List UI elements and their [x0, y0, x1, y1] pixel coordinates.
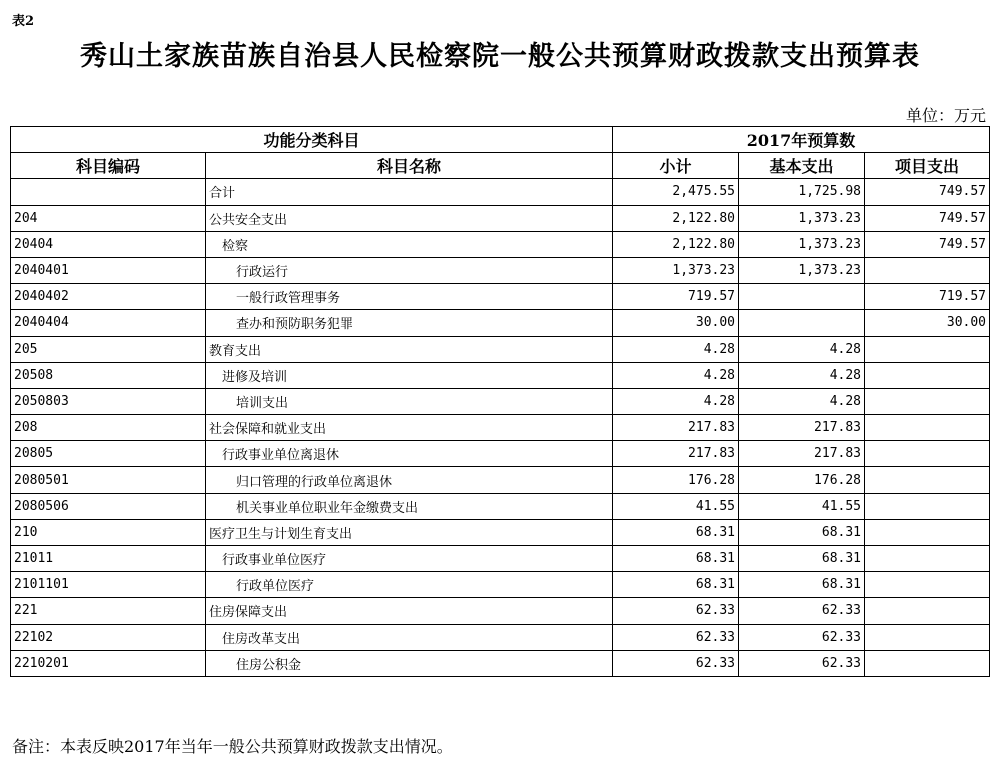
table-header	[11, 127, 990, 179]
subject-code-cell: 2040401	[11, 257, 206, 283]
subtotal-cell: 1,373.23	[613, 257, 739, 283]
table-row	[11, 493, 990, 519]
subtotal-cell: 217.83	[613, 415, 739, 441]
table-row	[11, 650, 990, 676]
subtotal-cell: 4.28	[613, 362, 739, 388]
table-row	[11, 572, 990, 598]
subtotal-cell: 68.31	[613, 546, 739, 572]
table-row	[11, 546, 990, 572]
subject-code-cell: 21011	[11, 546, 206, 572]
unit-label: 单位：万元	[905, 106, 986, 125]
basic-expenditure-cell: 62.33	[739, 624, 865, 650]
project-expenditure-cell	[865, 650, 990, 676]
basic-expenditure-cell	[739, 310, 865, 336]
basic-expenditure-cell: 68.31	[739, 546, 865, 572]
table-row	[11, 257, 990, 283]
table-row	[11, 624, 990, 650]
header-subtotal: 小计	[613, 153, 739, 179]
project-expenditure-cell	[865, 493, 990, 519]
table-row	[11, 415, 990, 441]
subject-name-cell: 一般行政管理事务	[206, 284, 613, 310]
basic-expenditure-cell: 1,725.98	[739, 179, 865, 205]
table-row	[11, 519, 990, 545]
subject-name-cell: 进修及培训	[206, 362, 613, 388]
basic-expenditure-cell: 62.33	[739, 650, 865, 676]
subject-name-cell: 公共安全支出	[206, 205, 613, 231]
subject-code-cell: 210	[11, 519, 206, 545]
header-group-row	[11, 127, 990, 153]
project-expenditure-cell	[865, 362, 990, 388]
project-expenditure-cell: 749.57	[865, 231, 990, 257]
project-expenditure-cell: 30.00	[865, 310, 990, 336]
subject-code-cell: 2050803	[11, 388, 206, 414]
basic-expenditure-cell: 1,373.23	[739, 257, 865, 283]
subtotal-cell: 4.28	[613, 336, 739, 362]
subject-code-cell: 208	[11, 415, 206, 441]
subtotal-cell: 68.31	[613, 519, 739, 545]
subject-name-cell: 行政单位医疗	[206, 572, 613, 598]
subject-name-cell: 教育支出	[206, 336, 613, 362]
project-expenditure-cell	[865, 415, 990, 441]
subject-code-cell	[11, 179, 206, 205]
project-expenditure-cell: 749.57	[865, 179, 990, 205]
header-subject-code: 科目编码	[11, 153, 206, 179]
subtotal-cell: 2,475.55	[613, 179, 739, 205]
basic-expenditure-cell: 68.31	[739, 519, 865, 545]
subject-code-cell: 20508	[11, 362, 206, 388]
remark-note: 备注：本表反映2017年当年一般公共预算财政拨款支出情况。	[12, 737, 453, 756]
project-expenditure-cell	[865, 441, 990, 467]
subject-code-cell: 22102	[11, 624, 206, 650]
table-row	[11, 598, 990, 624]
basic-expenditure-cell: 4.28	[739, 388, 865, 414]
table-row	[11, 336, 990, 362]
table-row	[11, 388, 990, 414]
subject-code-cell: 2210201	[11, 650, 206, 676]
subject-code-cell: 2080501	[11, 467, 206, 493]
subject-name-cell: 合计	[206, 179, 613, 205]
basic-expenditure-cell: 62.33	[739, 598, 865, 624]
table-row	[11, 179, 990, 205]
subject-name-cell: 检察	[206, 231, 613, 257]
subject-code-cell: 20404	[11, 231, 206, 257]
table-row	[11, 310, 990, 336]
table-row	[11, 441, 990, 467]
project-expenditure-cell	[865, 572, 990, 598]
subject-name-cell: 归口管理的行政单位离退休	[206, 467, 613, 493]
subtotal-cell: 217.83	[613, 441, 739, 467]
subject-name-cell: 住房保障支出	[206, 598, 613, 624]
project-expenditure-cell: 719.57	[865, 284, 990, 310]
header-column-row	[11, 153, 990, 179]
subject-name-cell: 住房改革支出	[206, 624, 613, 650]
subject-name-cell: 社会保障和就业支出	[206, 415, 613, 441]
table-row	[11, 284, 990, 310]
subtotal-cell: 4.28	[613, 388, 739, 414]
subtotal-cell: 68.31	[613, 572, 739, 598]
subject-code-cell: 2040402	[11, 284, 206, 310]
header-basic-expenditure: 基本支出	[739, 153, 865, 179]
subject-name-cell: 行政事业单位离退休	[206, 441, 613, 467]
header-subject-name: 科目名称	[206, 153, 613, 179]
project-expenditure-cell	[865, 624, 990, 650]
subject-name-cell: 行政事业单位医疗	[206, 546, 613, 572]
subject-name-cell: 机关事业单位职业年金缴费支出	[206, 493, 613, 519]
subject-name-cell: 培训支出	[206, 388, 613, 414]
basic-expenditure-cell: 1,373.23	[739, 231, 865, 257]
subject-code-cell: 205	[11, 336, 206, 362]
basic-expenditure-cell: 1,373.23	[739, 205, 865, 231]
header-budget-year: 2017年预算数	[613, 127, 990, 153]
basic-expenditure-cell: 4.28	[739, 336, 865, 362]
project-expenditure-cell	[865, 336, 990, 362]
basic-expenditure-cell: 217.83	[739, 441, 865, 467]
project-expenditure-cell	[865, 546, 990, 572]
page-title: 秀山土家族苗族自治县人民检察院一般公共预算财政拨款支出预算表	[80, 41, 920, 72]
table-row	[11, 205, 990, 231]
subject-code-cell: 2101101	[11, 572, 206, 598]
table-row	[11, 231, 990, 257]
subject-name-cell: 行政运行	[206, 257, 613, 283]
subject-code-cell: 2040404	[11, 310, 206, 336]
subtotal-cell: 62.33	[613, 624, 739, 650]
header-project-expenditure: 项目支出	[865, 153, 990, 179]
project-expenditure-cell	[865, 388, 990, 414]
project-expenditure-cell: 749.57	[865, 205, 990, 231]
basic-expenditure-cell: 176.28	[739, 467, 865, 493]
subject-name-cell: 住房公积金	[206, 650, 613, 676]
table-row	[11, 467, 990, 493]
basic-expenditure-cell: 4.28	[739, 362, 865, 388]
subject-name-cell: 查办和预防职务犯罪	[206, 310, 613, 336]
subtotal-cell: 30.00	[613, 310, 739, 336]
subtotal-cell: 2,122.80	[613, 231, 739, 257]
table-number-label: 表2	[12, 14, 35, 29]
subject-code-cell: 204	[11, 205, 206, 231]
subtotal-cell: 176.28	[613, 467, 739, 493]
subject-code-cell: 20805	[11, 441, 206, 467]
subtotal-cell: 41.55	[613, 493, 739, 519]
project-expenditure-cell	[865, 257, 990, 283]
subtotal-cell: 62.33	[613, 650, 739, 676]
table-body	[11, 179, 990, 677]
header-function-classification: 功能分类科目	[11, 127, 613, 153]
budget-table	[10, 126, 990, 677]
subtotal-cell: 719.57	[613, 284, 739, 310]
table-row	[11, 362, 990, 388]
project-expenditure-cell	[865, 598, 990, 624]
subject-name-cell: 医疗卫生与计划生育支出	[206, 519, 613, 545]
subject-code-cell: 2080506	[11, 493, 206, 519]
basic-expenditure-cell: 68.31	[739, 572, 865, 598]
basic-expenditure-cell	[739, 284, 865, 310]
basic-expenditure-cell: 41.55	[739, 493, 865, 519]
project-expenditure-cell	[865, 519, 990, 545]
basic-expenditure-cell: 217.83	[739, 415, 865, 441]
subject-code-cell: 221	[11, 598, 206, 624]
project-expenditure-cell	[865, 467, 990, 493]
subtotal-cell: 62.33	[613, 598, 739, 624]
subtotal-cell: 2,122.80	[613, 205, 739, 231]
